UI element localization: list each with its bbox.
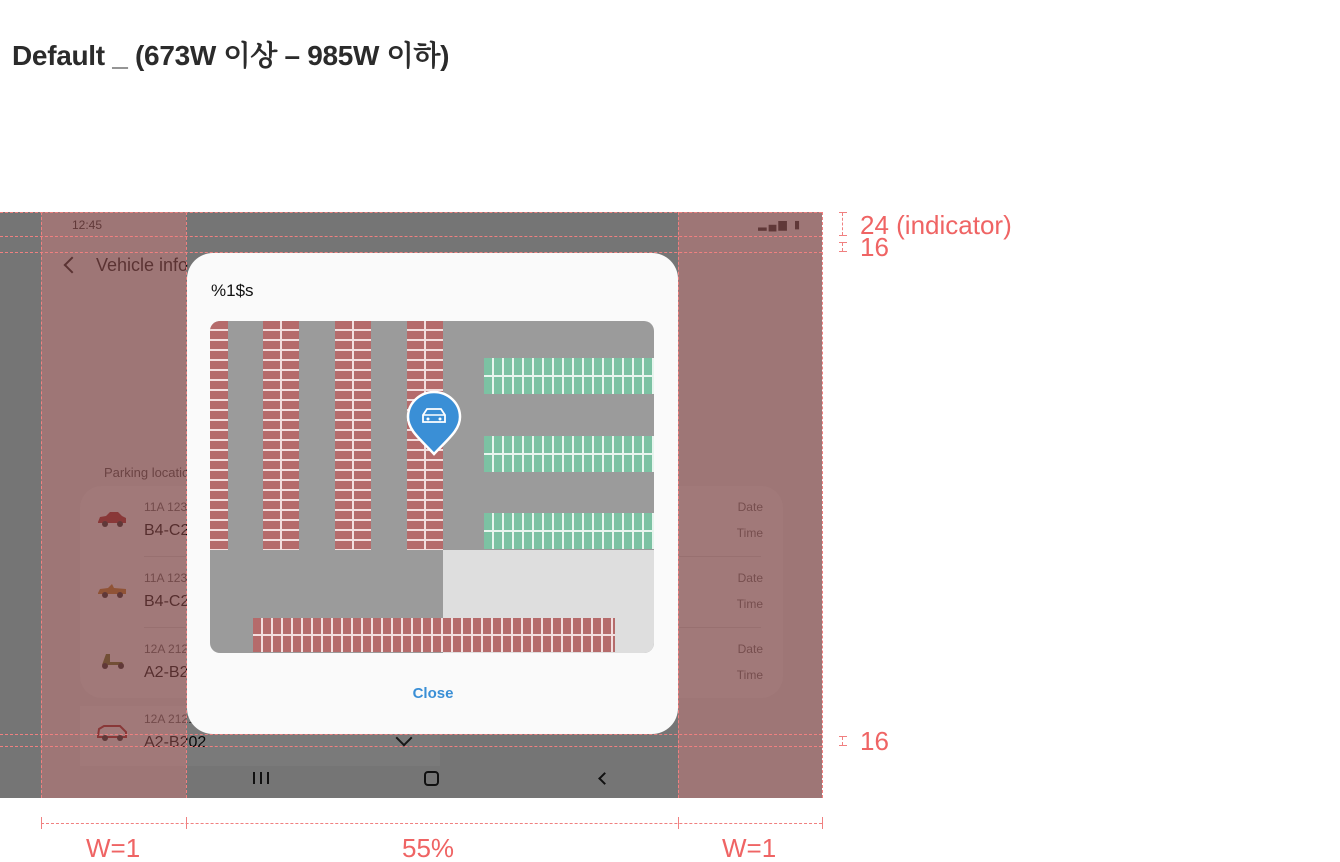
bottom-margin-measure xyxy=(839,736,847,746)
guide-line xyxy=(0,746,822,747)
measure-tick xyxy=(186,817,187,829)
right-margin-guide xyxy=(678,212,822,798)
guide-line xyxy=(0,734,822,735)
indicator-height-label: 24 (indicator) xyxy=(860,210,1012,240)
left-margin-guide xyxy=(41,212,186,798)
left-width-label: W=1 xyxy=(86,833,141,862)
measure-tick xyxy=(678,817,679,829)
bottom-margin-label: 16 xyxy=(860,726,889,756)
indicator-measure xyxy=(839,212,847,236)
free-stall-row xyxy=(484,358,654,394)
top-margin-label: 16 xyxy=(860,232,889,262)
parking-stall-row xyxy=(253,618,615,652)
guide-line xyxy=(678,212,679,798)
width-measure-line xyxy=(41,823,822,824)
parking-stall-column xyxy=(210,321,228,550)
guide-line xyxy=(822,212,823,798)
parking-map[interactable] xyxy=(210,321,654,653)
measure-tick xyxy=(41,817,42,829)
guide-line xyxy=(41,212,42,798)
dialog-title: %1$s xyxy=(211,281,254,300)
right-width-label: W=1 xyxy=(722,833,777,862)
map-dialog xyxy=(187,253,678,734)
top-margin-measure xyxy=(839,242,847,252)
close-button[interactable]: Close xyxy=(412,685,454,702)
free-stall-row xyxy=(484,436,654,472)
guide-line xyxy=(186,212,187,798)
guide-line xyxy=(0,252,822,253)
center-width-label: 55% xyxy=(402,833,455,862)
car-pin-icon[interactable] xyxy=(406,390,462,458)
page-heading: Default _ (673W 이상 – 985W 이하) xyxy=(12,40,450,71)
free-stall-row xyxy=(484,513,654,549)
guide-line xyxy=(0,236,822,237)
measure-tick xyxy=(822,817,823,829)
parking-stall-column xyxy=(263,321,299,550)
guide-line xyxy=(0,212,822,213)
parking-stall-column xyxy=(335,321,371,550)
